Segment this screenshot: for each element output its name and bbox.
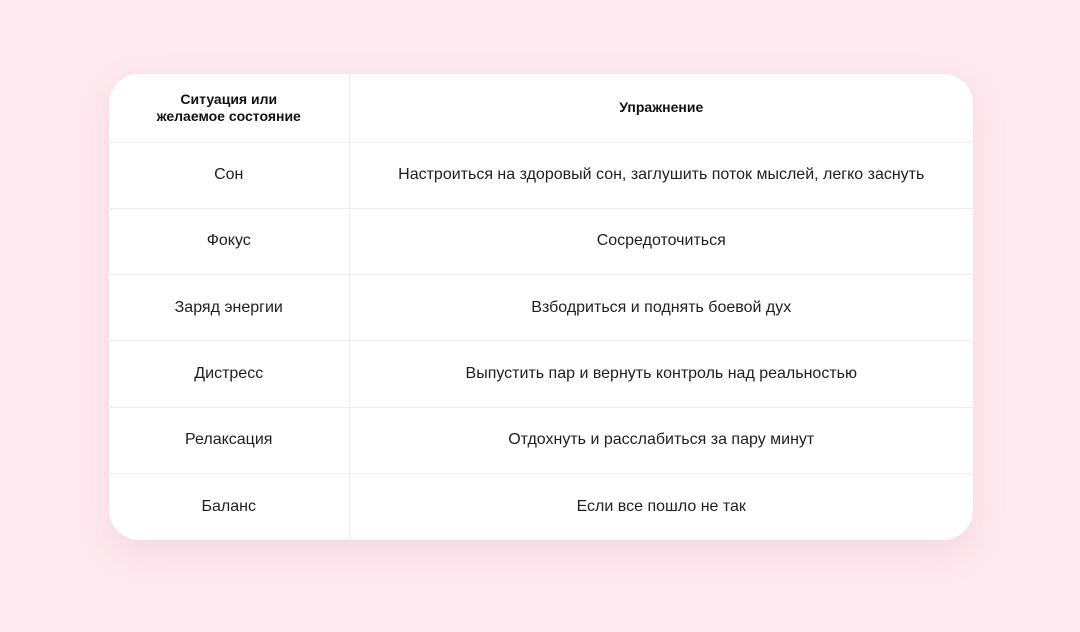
table-row	[109, 474, 973, 540]
table-row	[109, 142, 973, 208]
situation-cell: Дистресс	[109, 341, 349, 407]
exercise-cell: Сосредоточиться	[349, 208, 973, 274]
table-row	[109, 407, 973, 473]
situation-cell: Релаксация	[109, 407, 349, 473]
table-row	[109, 275, 973, 341]
exercise-table-card	[109, 74, 973, 540]
table-header-row	[109, 74, 973, 142]
exercise-cell: Настроиться на здоровый сон, заглушить поток мыслей, легко заснуть	[349, 142, 973, 208]
header-situation-line1: Ситуация или	[180, 90, 278, 107]
situation-cell: Сон	[109, 142, 349, 208]
header-situation-line2: желаемое состояние	[156, 107, 301, 124]
table-row	[109, 208, 973, 274]
situation-cell: Баланс	[201, 498, 256, 516]
exercise-cell: Отдохнуть и расслабиться за пару минут	[349, 407, 973, 473]
exercise-cell: Выпустить пар и вернуть контроль над реальностью	[349, 341, 973, 407]
header-exercise: Упражнение	[349, 74, 973, 142]
exercise-cell: Взбодриться и поднять боевой дух	[349, 275, 973, 341]
table-row	[109, 341, 973, 407]
header-situation	[109, 74, 349, 142]
exercise-table	[109, 74, 973, 540]
exercise-cell: Если все пошло не так	[349, 474, 973, 540]
situation-cell: Фокус	[109, 208, 349, 274]
situation-cell: Заряд энергии	[109, 275, 349, 341]
